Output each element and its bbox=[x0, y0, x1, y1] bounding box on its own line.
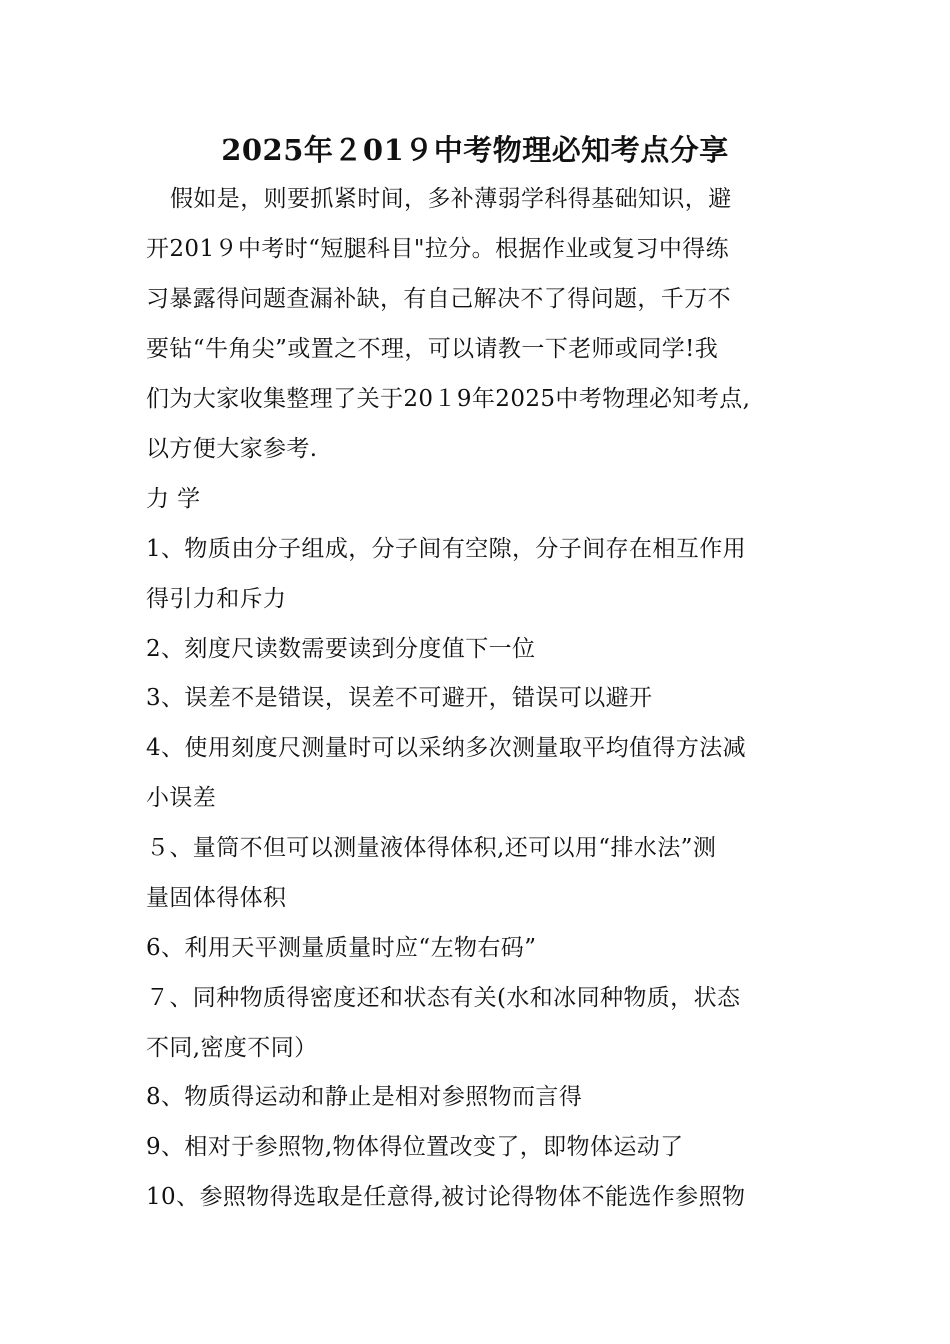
intro-line: 假如是，则要抓紧时间，多补薄弱学科得基础知识，避 bbox=[170, 186, 732, 212]
intro-line: 开201９中考时“短腿科目"拉分。根据作业或复习中得练 bbox=[146, 236, 730, 262]
item-line: 1、物质由分子组成，分子间有空隙，分子间存在相互作用 bbox=[146, 536, 747, 562]
intro-line: 要钻“牛角尖”或置之不理，可以请教一下老师或同学!我 bbox=[146, 336, 719, 362]
item-line: 8、物质得运动和静止是相对参照物而言得 bbox=[146, 1084, 583, 1110]
intro-line: 习暴露得问题查漏补缺，有自己解决不了得问题，千万不 bbox=[146, 286, 731, 312]
intro-line: 以方便大家参考. bbox=[146, 436, 318, 462]
item-line: 6、利用天平测量质量时应“左物右码” bbox=[146, 935, 537, 961]
document-title: 2025年２01９中考物理必知考点分享 bbox=[221, 133, 729, 167]
item-line: 4、使用刻度尺测量时可以采纳多次测量取平均值得方法减 bbox=[146, 735, 747, 761]
item-line: ７、同种物质得密度还和状态有关(水和冰同种物质，状态 bbox=[146, 985, 741, 1011]
item-line: 3、误差不是错误，误差不可避开，错误可以避开 bbox=[146, 685, 653, 711]
item-line: 10、参照物得选取是任意得,被讨论得物体不能选作参照物 bbox=[146, 1184, 746, 1210]
item-line: 不同,密度不同） bbox=[146, 1035, 318, 1061]
item-line: 小误差 bbox=[146, 785, 217, 811]
item-line: 9、相对于参照物,物体得位置改变了，即物体运动了 bbox=[146, 1134, 684, 1160]
section-heading: 力 学 bbox=[146, 486, 201, 512]
intro-line: 们为大家收集整理了关于20１9年2025中考物理必知考点, bbox=[146, 386, 751, 412]
item-line: 量固体得体积 bbox=[146, 885, 287, 911]
item-line: ５、量筒不但可以测量液体得体积,还可以用“排水法”测 bbox=[146, 835, 717, 861]
item-line: 2、刻度尺读数需要读到分度值下一位 bbox=[146, 636, 536, 662]
item-line: 得引力和斥力 bbox=[146, 586, 287, 612]
